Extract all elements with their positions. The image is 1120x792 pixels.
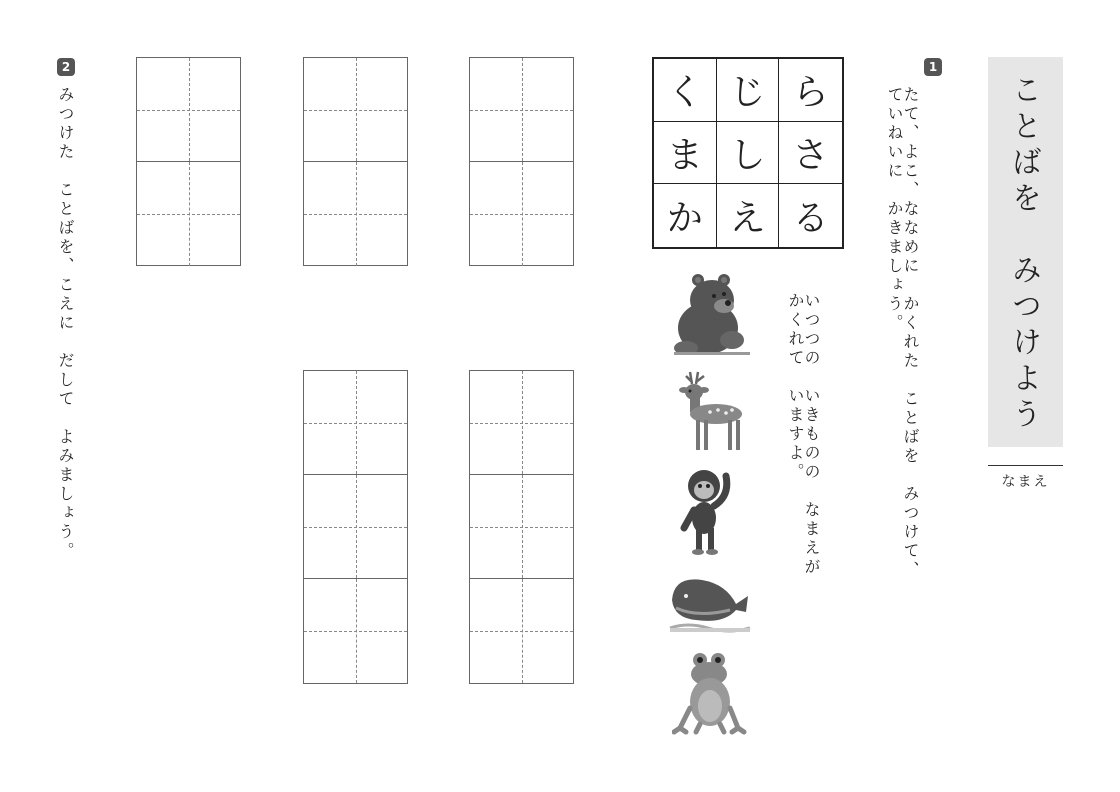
bear-icon [668,266,752,358]
answer-box-5[interactable] [303,370,408,684]
answer-box-1[interactable] [469,57,574,266]
deer-icon [668,368,748,456]
section-1-hint: いつつの いきものの なまえが かくれて いますよ。 [786,292,821,577]
frog-icon [672,648,748,736]
grid-cell: ま [654,122,717,185]
grid-cell: さ [779,122,842,185]
answer-box-4[interactable] [469,370,574,684]
grid-cell: か [654,184,717,247]
grid-cell: く [654,59,717,122]
monkey-icon [676,466,740,556]
page-title: ことばを みつけよう [1006,74,1041,434]
grid-cell: え [717,184,780,247]
whale-icon [668,566,752,636]
answer-box-2[interactable] [303,57,408,266]
section-1-instruction: たて、よこ、ななめに かくれた ことばを みつけて、 ていねいに かきましょう。 [885,86,920,580]
section-2-badge: 2 [57,58,75,76]
grid-cell: じ [717,59,780,122]
section-1-badge: 1 [924,58,942,76]
section-2-instruction: みつけた ことばを、こえに だして よみましょう。 [56,86,75,561]
answer-box-3[interactable] [136,57,241,266]
name-label: なまえ [1001,474,1050,490]
word-search-grid [652,57,844,249]
name-line [988,465,1063,466]
grid-cell: ら [779,59,842,122]
grid-cell: し [717,122,780,185]
grid-cell: る [792,198,829,240]
